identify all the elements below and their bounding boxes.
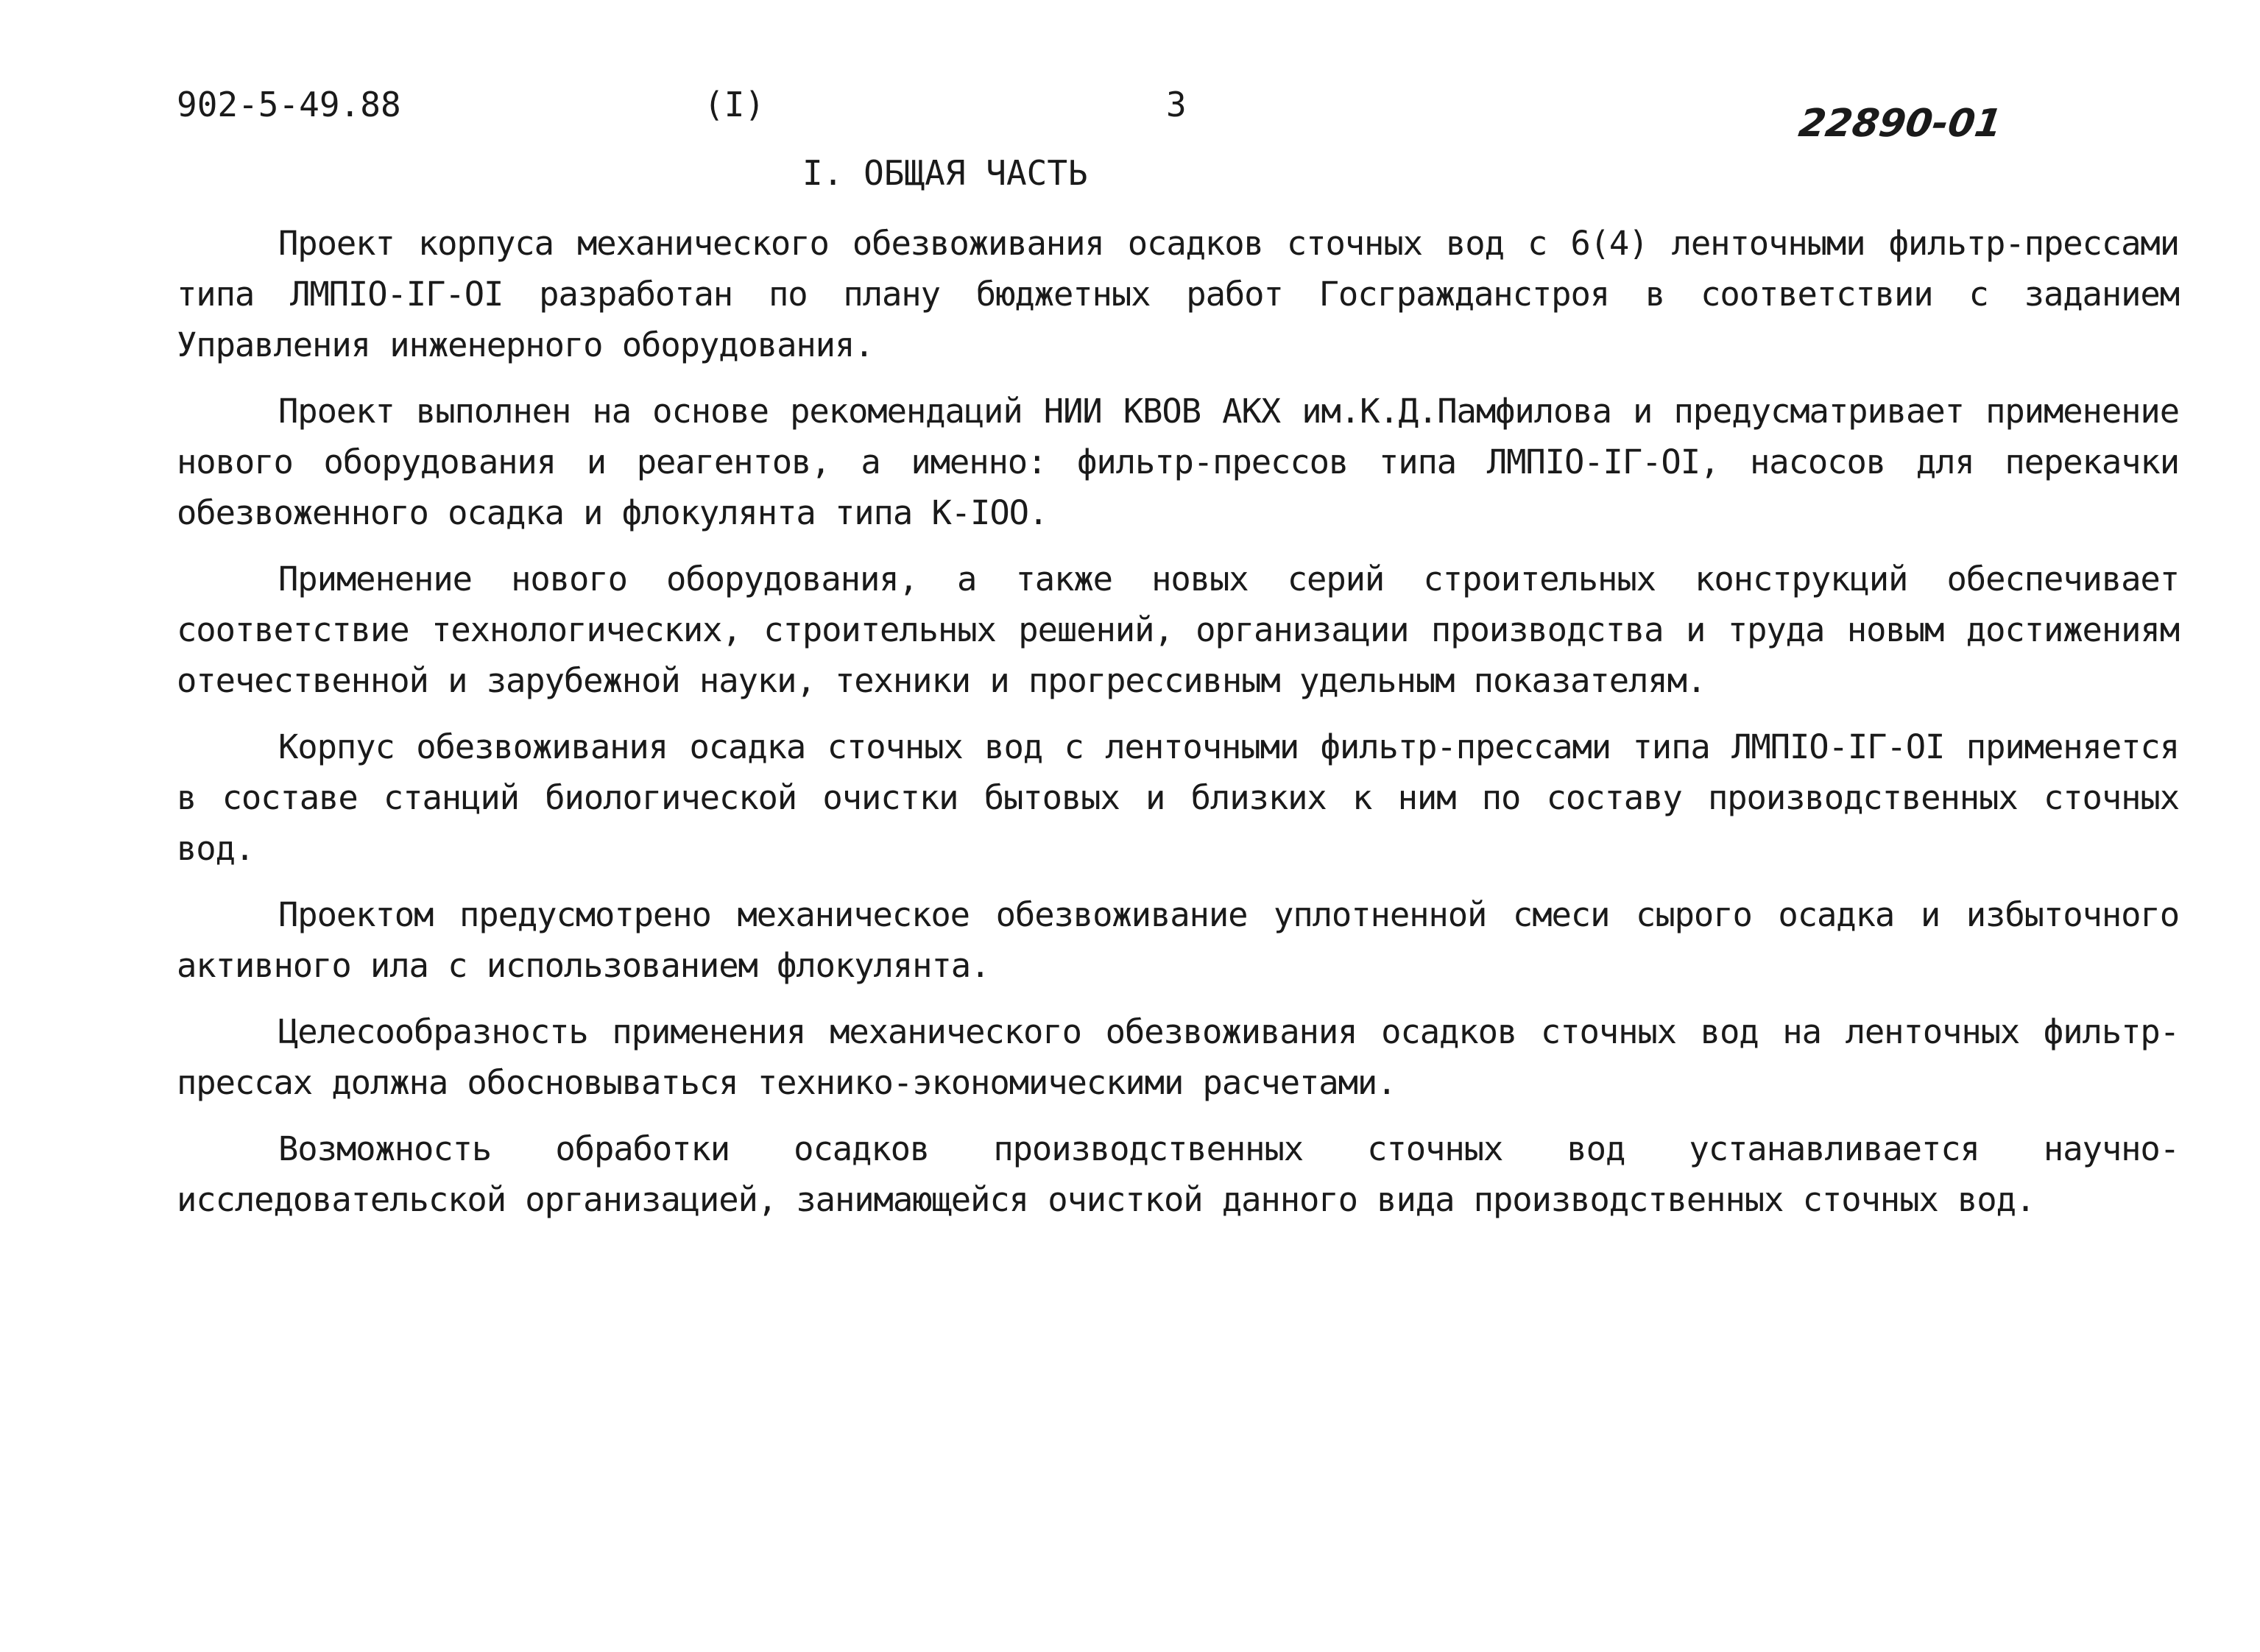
page-number: 3 bbox=[1166, 85, 1187, 124]
paragraph-2: Проект выполнен на основе рекомендаций НИИ КВОВ АКХ им.К.Д.Памфилова и предусматривает применение нового оборудования и реагентов, а именно: фильтр-прессов типа ЛМПIО-IГ-OI, насосов для перекачки обезвоженного осадка и флокулянта типа К-IOO. bbox=[177, 392, 2179, 532]
paragraph-3: Применение нового оборудования, а также новых серий строительных конструкций обеспечивает соответствие технологических, строительных решений, организации производства и труда новым достижениям отечественной и зарубежной науки, техники и прогрессивным удельным показателям. bbox=[177, 560, 2179, 700]
paragraph-5: Проектом предусмотрено механическое обезвоживание уплотненной смеси сырого осадка и избыточного активного ила с использованием флокулянта. bbox=[177, 895, 2179, 985]
paragraph-4: Корпус обезвоживания осадка сточных вод с ленточными фильтр-прессами типа ЛМПIО-IГ-OI применяется в составе станций биологической очистки бытовых и близких к ним по составу производственных сточных вод. bbox=[177, 727, 2179, 868]
document-code: 902-5-49.88 bbox=[177, 85, 401, 124]
body-text bbox=[177, 218, 2179, 1240]
paragraph-1: Проект корпуса механического обезвоживания осадков сточных вод с 6(4) ленточными фильтр-прессами типа ЛМПIО-IГ-OI разработан по плану бюджетных работ Госгражданстроя в соответствии с заданием Управления инженерного оборудования. bbox=[177, 224, 2179, 364]
paragraph-7: Возможность обработки осадков производственных сточных вод устанавливается научно-исследовательской организацией, занимающейся очисткой данного вида производственных сточных вод. bbox=[177, 1129, 2179, 1219]
handwritten-inventory-number: 22890-01 bbox=[1795, 102, 2005, 146]
paragraph-6: Целесообразность применения механического обезвоживания осадков сточных вод на ленточных фильтр-прессах должна обосновываться технико-экономическими расчетами. bbox=[177, 1012, 2179, 1102]
part-number: (I) bbox=[704, 85, 766, 124]
section-title: I. ОБЩАЯ ЧАСТЬ bbox=[802, 153, 1088, 193]
